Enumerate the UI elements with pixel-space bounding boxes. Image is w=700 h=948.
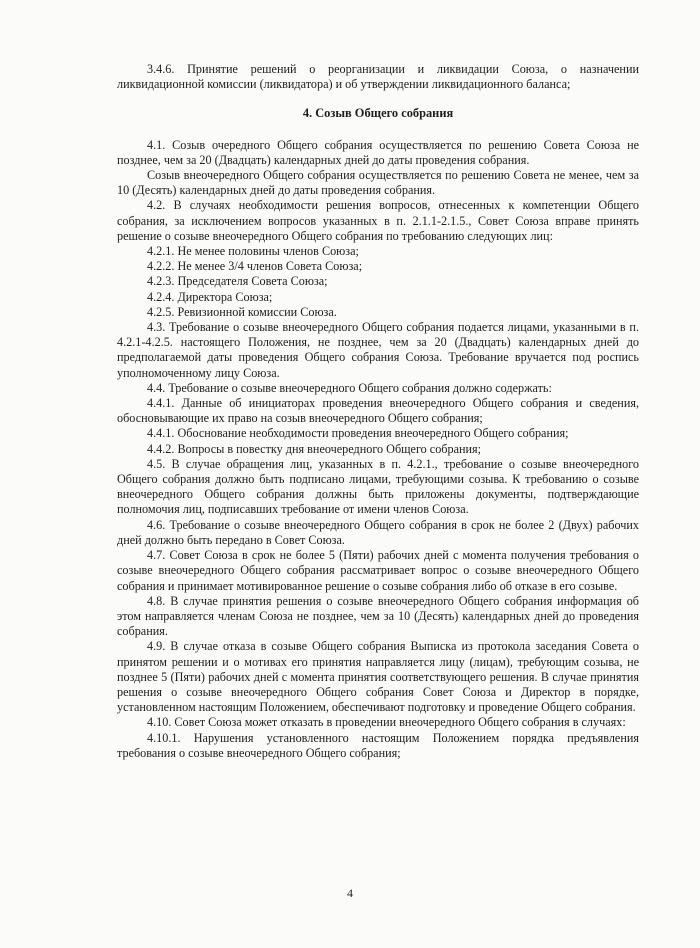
paragraph-4-7: 4.7. Совет Союза в срок не более 5 (Пяти) рабочих дней с момента получения требования о созыве внеочередного Общего собрания рассматривает вопрос о созыве внеочередного Общего собрания и принимает мотивированное решение о созыве собрания либо об отказе в его созыве.	[117, 548, 639, 593]
paragraph-4-2-3: 4.2.3. Председателя Совета Союза;	[147, 274, 328, 289]
paragraph-4-9: 4.9. В случае отказа в созыве Общего собрания Выписка из протокола заседания Совета о принятом решении и о мотивах его принятия направляется лицу (лицам), требующим созыва, не позднее 5 (Пяти) рабочих дней с момента принятия соответствующего решения. В случае принятия решения о созыве внеочередного Общего собрания Совет Союза и Директор в порядке, установленном настоящим Положением, обеспечивают подготовку и проведение Общего собрания.	[117, 639, 639, 715]
paragraph-4-5: 4.5. В случае обращения лиц, указанных в п. 4.2.1., требование о созыве внеочередного Общего собрания должно быть подписано лицами, требующими созыва. К требованию о созыве внеочередного Общего собрания должны быть приложены документы, подтверждающие полномочия лиц, подписавших требование от имени членов Союза.	[117, 456, 639, 517]
paragraph-4-4-1: 4.4.1. Данные об инициаторах проведения внеочередного Общего собрания и сведения, обосновывающие их право на созыв внеочередного Общего собрания;	[117, 396, 639, 426]
paragraph-4-2-5: 4.2.5. Ревизионной комиссии Союза.	[147, 304, 337, 319]
paragraph-4-10: 4.10. Совет Союза может отказать в проведении внеочередного Общего собрания в случаях:	[147, 715, 626, 730]
page-number: 4	[347, 886, 353, 900]
paragraph-4-10-1: 4.10.1. Нарушения установленного настоящим Положением порядка предъявления требования о созыве внеочередного Общего собрания;	[117, 730, 639, 760]
paragraph-4-6: 4.6. Требование о созыве внеочередного Общего собрания в срок не более 2 (Двух) рабочих дней должно быть передано в Совет Союза.	[117, 517, 639, 547]
paragraph-4-2-4: 4.2.4. Директора Союза;	[147, 289, 273, 304]
paragraph-4-2-2: 4.2.2. Не менее 3/4 членов Совета Союза;	[147, 259, 363, 274]
paragraph-4-8: 4.8. В случае принятия решения о созыве внеочередного Общего собрания информация об этом направляется членам Союза не позднее, чем за 10 (Десять) календарных дней до проведения собрания.	[117, 593, 639, 639]
paragraph-4-4-1-b: 4.4.1. Обоснование необходимости проведения внеочередного Общего собрания;	[147, 426, 569, 441]
paragraph-4-4-2: 4.4.2. Вопросы в повестку дня внеочередного Общего собрания;	[147, 441, 482, 456]
paragraph-4-2: 4.2. В случаях необходимости решения вопросов, отнесенных к компетенции Общего собрания, за исключением вопросов указанных в п. 2.1.1-2.1.5., Совет Союза вправе принять решение о созыве внеочередного Общего собрания по требованию следующих лиц:	[117, 198, 639, 243]
section-title: 4. Созыв Общего собрания	[302, 106, 454, 121]
paragraph-4-2-1: 4.2.1. Не менее половины членов Союза;	[147, 244, 359, 259]
paragraph-4-4: 4.4. Требование о созыве внеочередного Общего собрания должно содержать:	[147, 380, 552, 395]
paragraph-4-1-extra: Созыв внеочередного Общего собрания осуществляется по решению Совета не менее, чем за 10 (Десять) календарных дней до даты проведения собрания.	[117, 168, 639, 198]
document-body	[117, 62, 639, 761]
intro-paragraph: 3.4.6. Принятие решений о реорганизации и ликвидации Союза, о назначении ликвидационной комиссии (ликвидатора) и об утверждении ликвидационного баланса;	[117, 62, 639, 92]
paragraph-4-1: 4.1. Созыв очередного Общего собрания осуществляется по решению Совета Союза не позднее, чем за 20 (Двадцать) календарных дней до даты проведения собрания.	[117, 137, 639, 167]
paragraph-4-3: 4.3. Требование о созыве внеочередного Общего собрания подается лицами, указанными в п. 4.2.1-4.2.5. настоящего Положения, не позднее, чем за 20 (Двадцать) календарных дней до предполагаемой даты проведения Общего собрания Союза. Требование вручается под роспись уполномоченному лицу Союза.	[117, 320, 639, 380]
